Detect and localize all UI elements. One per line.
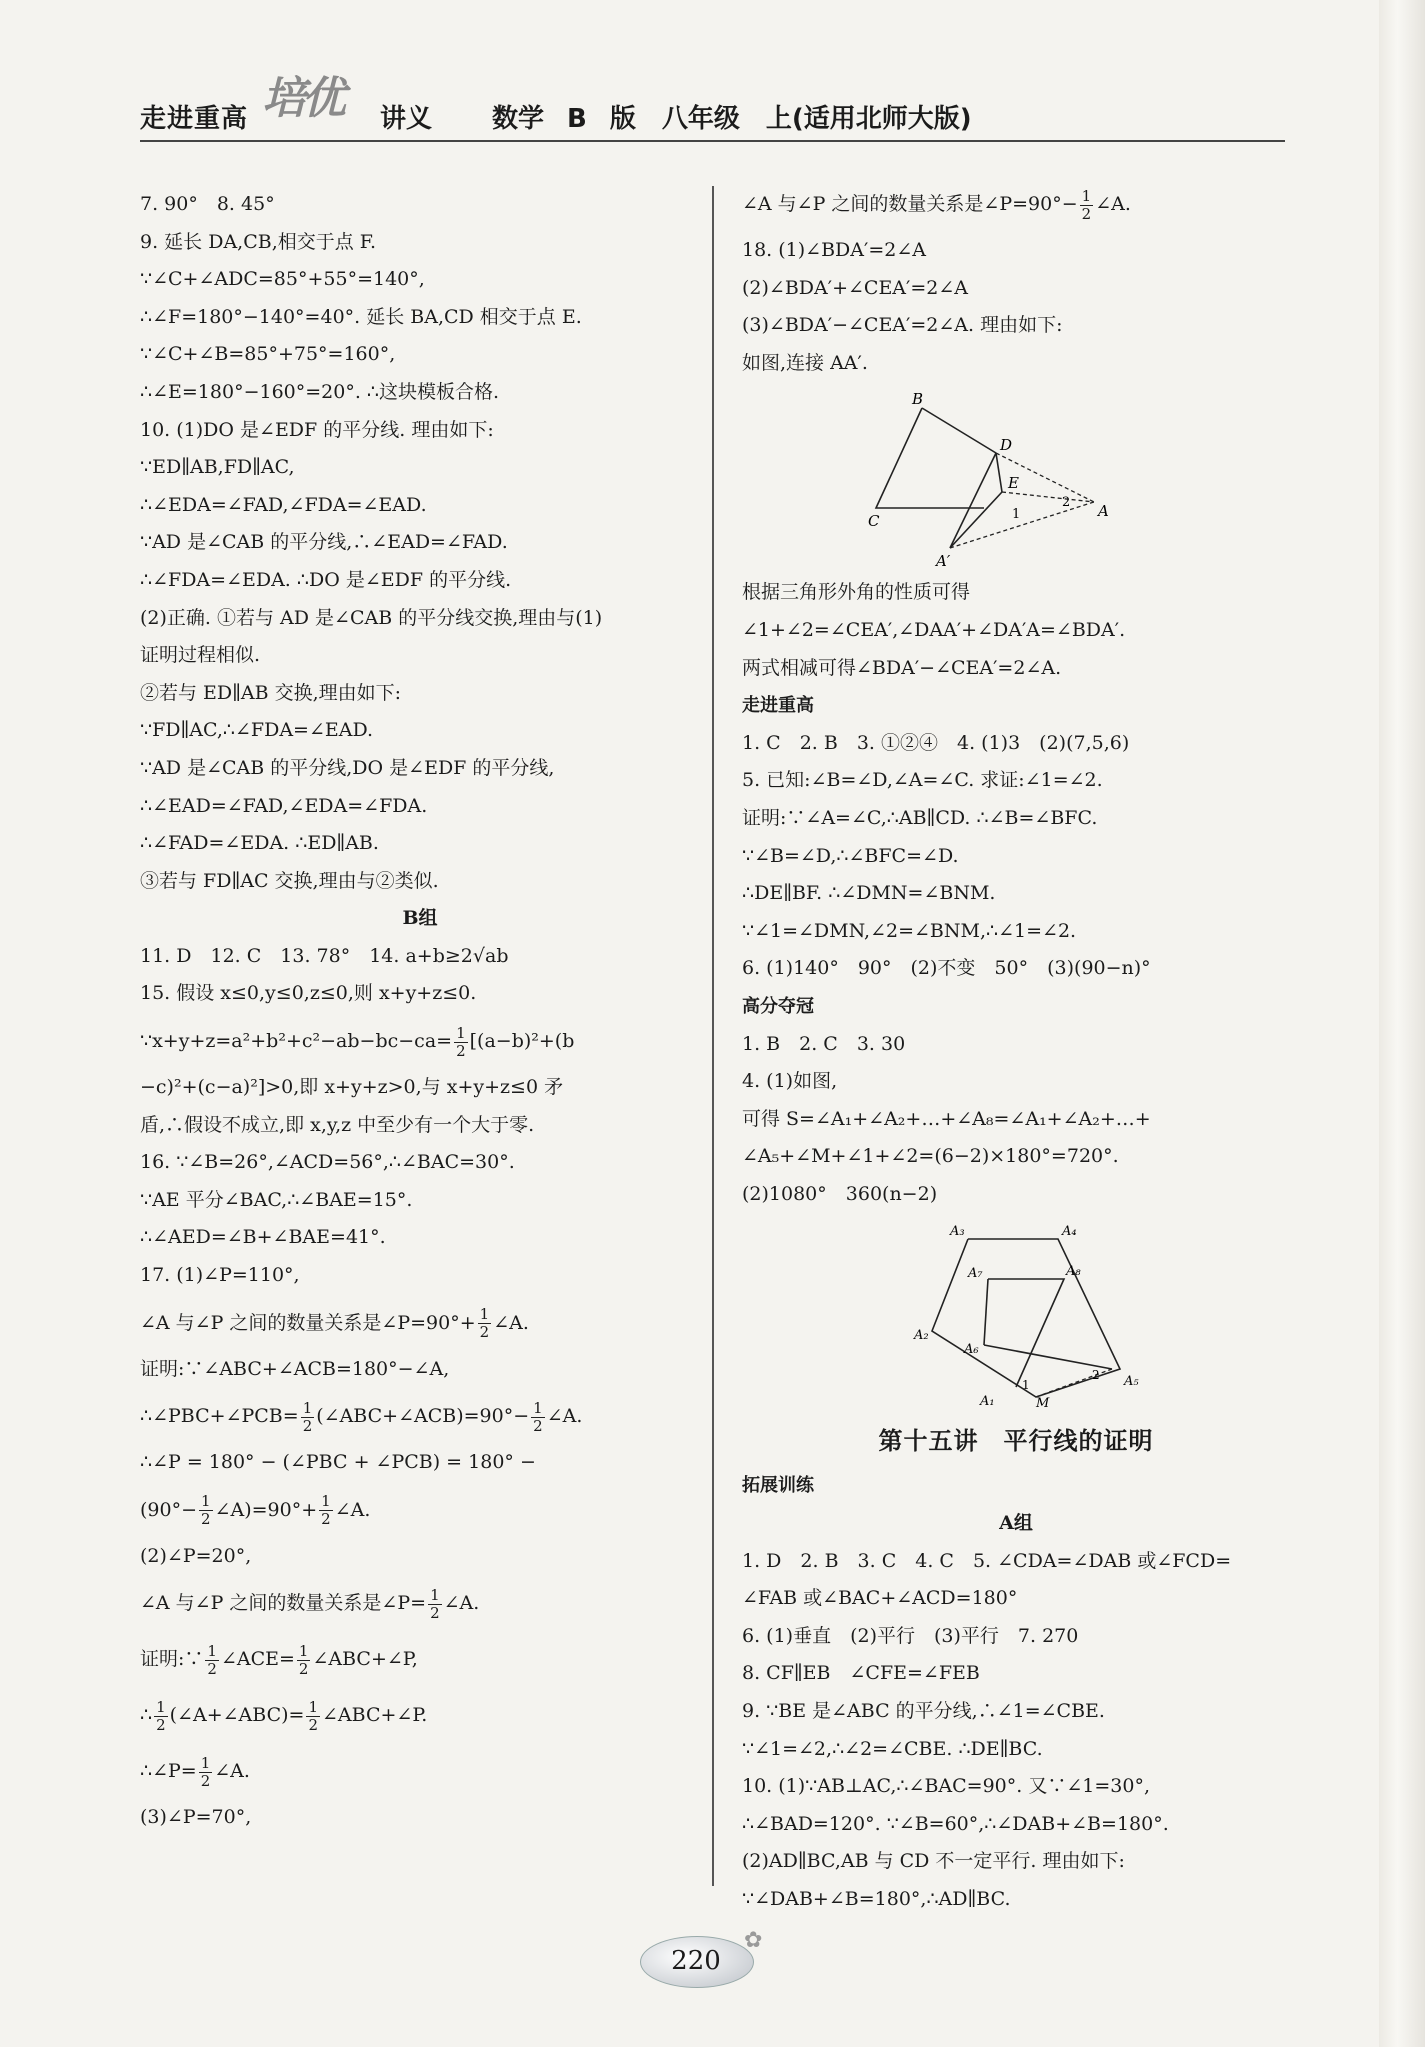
text-line: ∴∠AED=∠B+∠BAE=41°. [140,1226,386,1249]
figure-line [950,492,1002,548]
text-line [140,1743,700,1799]
fraction [154,1699,168,1734]
text-line: ∴∠EAD=∠FAD,∠EDA=∠FDA. [140,794,428,817]
figure-label: A₂ [914,1328,929,1344]
figure-label: A₄ [1062,1224,1077,1240]
text-line: ∵∠1=∠2,∴∠2=∠CBE. ∴DE∥BC. [742,1737,1043,1760]
text-line: ∴∠BAD=120°. ∵∠B=60°,∴∠DAB+∠B=180°. [742,1812,1169,1835]
column-divider [712,186,714,1886]
text-line [140,1575,700,1631]
text-span: ∠A 与∠P 之间的数量关系是∠P= [140,1592,427,1615]
fraction [301,1400,315,1435]
text-span: ∠A. [334,1498,371,1521]
text-span: (∠ABC+∠ACB)=90°− [316,1405,530,1428]
text-line: 如图,连接 AA′. [742,351,868,374]
fraction [531,1400,545,1435]
figure-18-diagram [862,388,1122,568]
text-span: ∠ABC+∠P. [322,1704,428,1727]
text-line: ∠A₅+∠M+∠1+∠2=(6−2)×180°=720°. [742,1145,1119,1168]
section-heading: 走进重高 [742,695,814,717]
fraction [319,1493,333,1528]
figure-label: A₆ [964,1342,979,1358]
text-span: ∠A. [1095,193,1131,215]
fraction-numerator: 1 [456,1023,466,1042]
text-line: (3)∠P=70°, [140,1806,252,1829]
figure-label: D [1000,436,1013,455]
figure-label: A₇ [968,1266,983,1282]
text-line: ∵AE 平分∠BAC,∴∠BAE=15°. [140,1188,413,1211]
fraction-denominator: 2 [533,1416,543,1435]
text-line: (2)∠P=20°, [140,1544,252,1567]
page-footer [640,1928,780,2000]
text-line: 17. (1)∠P=110°, [140,1264,300,1287]
flower-ornament-icon: ✿ [744,1928,763,1953]
header-series: 走进重高 [140,104,249,134]
text-span: (∠A+∠ABC)= [169,1704,305,1727]
text-span: 证明:∵ [140,1648,204,1671]
header-rule [140,140,1285,142]
text-span: ∠A 与∠P 之间的数量关系是∠P=90°− [742,193,1078,215]
fraction [1080,188,1094,223]
left-column [140,186,700,1837]
text-span: ∠A 与∠P 之间的数量关系是∠P=90°+ [140,1311,476,1334]
fraction [454,1025,468,1060]
figure-line [988,1279,1064,1387]
text-span: ∠ABC+∠P, [312,1648,418,1671]
fraction-numerator: 1 [201,1492,211,1511]
text-line: 根据三角形外角的性质可得 [742,581,971,604]
text-line: 6. (1)垂直 (2)平行 (3)平行 7. 270 [742,1624,1079,1647]
header-subject: 数学 B 版 八年级 上(适用北师大版) [492,104,972,134]
fraction-numerator: 1 [200,1753,211,1772]
fraction-denominator: 2 [308,1715,318,1734]
figure-label: A [1098,502,1109,521]
figure-line [984,1345,1112,1369]
text-line: 16. ∵∠B=26°,∠ACD=56°,∴∠BAC=30°. [140,1151,515,1174]
fraction-numerator: 1 [308,1697,318,1716]
text-line: ∵∠C+∠ADC=85°+55°=140°, [140,268,425,291]
text-span: ∠A. [546,1405,583,1428]
fraction [297,1643,311,1678]
figure-label: 2 [1092,1368,1100,1383]
text-span: ∴∠PBC+∠PCB= [140,1405,299,1428]
right-column [742,186,1290,1919]
text-line: ∵∠B=∠D,∴∠BFC=∠D. [742,844,959,867]
section-heading: 高分夺冠 [742,995,814,1017]
text-line: ∠FAB 或∠BAC+∠ACD=180° [742,1587,1018,1610]
figure-label: A₃ [950,1224,965,1240]
text-span: ∴ [140,1704,153,1727]
fraction-denominator: 2 [321,1510,331,1529]
fraction-numerator: 1 [430,1585,440,1604]
text-line: ∴∠F=180°−140°=40°. 延长 BA,CD 相交于点 E. [140,305,582,328]
text-line: 15. 假设 x≤0,y≤0,z≤0,则 x+y+z≤0. [140,982,477,1005]
text-line: −c)²+(c−a)²]>0,即 x+y+z>0,与 x+y+z≤0 矛 [140,1076,564,1099]
text-line: ∴DE∥BF. ∴∠DMN=∠BNM. [742,882,996,905]
text-line: (2)正确. ①若与 AD 是∠CAB 的平分线交换,理由与(1) [140,606,603,629]
figure-label: A′ [936,552,951,569]
figure-line [950,453,996,548]
text-line: (2)AD∥BC,AB 与 CD 不一定平行. 理由如下: [742,1850,1125,1873]
fraction [199,1755,213,1790]
fraction [199,1493,213,1528]
fraction [205,1643,219,1678]
text-line: ∵∠1=∠DMN,∠2=∠BNM,∴∠1=∠2. [742,919,1077,942]
text-line: ∴∠E=180°−160°=20°. ∴这块模板合格. [140,380,500,403]
text-line: ∴∠FDA=∠EDA. ∴DO 是∠EDF 的平分线. [140,568,512,591]
text-line: ∠1+∠2=∠CEA′,∠DAA′+∠DA′A=∠BDA′. [742,618,1126,641]
text-line: 10. (1)∵AB⊥AC,∴∠BAC=90°. 又∵∠1=30°, [742,1775,1150,1798]
page-number: 220 [671,1946,721,1976]
text-span: (90°− [140,1498,198,1521]
fraction-numerator: 1 [321,1492,331,1511]
fraction-denominator: 2 [430,1603,440,1622]
figure-label: 2 [1062,495,1071,511]
text-line: ∴∠P = 180° − (∠PBC + ∠PCB) = 180° − [140,1451,536,1474]
text-line: 可得 S=∠A₁+∠A₂+…+∠A₈=∠A₁+∠A₂+…+ [742,1107,1151,1130]
text-line: 18. (1)∠BDA′=2∠A [742,239,926,261]
figure-line [996,453,1002,492]
figure-line [876,408,984,508]
fraction-denominator: 2 [302,1416,313,1435]
text-line: ∵AD 是∠CAB 的平分线,∴∠EAD=∠FAD. [140,531,508,554]
text-line: ∵ED∥AB,FD∥AC, [140,456,295,479]
text-line: 9. 延长 DA,CB,相交于点 F. [140,230,377,253]
text-line [140,1687,700,1743]
text-line: 7. 90° 8. 45° [140,193,275,215]
figure-label: A₁ [980,1394,995,1410]
fraction-denominator: 2 [479,1323,490,1342]
text-line: 1. B 2. C 3. 30 [742,1032,906,1055]
text-span: ∠A. [214,1760,250,1783]
fraction-numerator: 1 [207,1641,217,1660]
text-line: 1. D 2. B 3. C 4. C 5. ∠CDA=∠DAB 或∠FCD= [742,1549,1232,1572]
lecture-title: 第十五讲 平行线的证明 [878,1427,1154,1456]
figure-label: M [1036,1396,1050,1410]
section-heading: 拓展训练 [742,1475,814,1497]
section-heading-a: A组 [999,1512,1033,1535]
fraction-denominator: 2 [456,1041,466,1060]
text-line: 证明过程相似. [140,644,261,667]
text-line: ∴∠EDA=∠FAD,∠FDA=∠EAD. [140,493,427,516]
text-line: ∴∠FAD=∠EDA. ∴ED∥AB. [140,832,379,855]
figure-4-polygon-diagram [912,1219,1172,1409]
text-span: ∴∠P= [140,1760,197,1783]
text-span: ∠ACE= [220,1648,295,1671]
figure-dashed-line [1002,492,1094,502]
text-line [140,1295,700,1351]
text-line [140,1013,700,1069]
fraction-numerator: 1 [1081,186,1092,205]
figure-label: 1 [1012,507,1021,523]
text-span: ∠A. [493,1311,529,1334]
text-line: 证明:∵∠A=∠C,∴AB∥CD. ∴∠B=∠BFC. [742,806,1098,829]
header-suffix: 讲义 [380,104,433,134]
fraction-denominator: 2 [156,1715,166,1734]
text-span: ∠A)=90°+ [214,1498,318,1521]
figure-line [922,408,996,453]
fraction-numerator: 1 [302,1398,313,1417]
text-line: (2)∠BDA′+∠CEA′=2∠A [742,276,968,299]
text-line: ∵AD 是∠CAB 的平分线,DO 是∠EDF 的平分线, [140,756,555,779]
text-line: 10. (1)DO 是∠EDF 的平分线. 理由如下: [140,418,494,441]
page-edge [1379,0,1425,2047]
fraction [478,1306,492,1341]
text-line: ∵∠C+∠B=85°+75°=160°, [140,343,396,366]
fraction [428,1587,442,1622]
text-line: 证明:∵∠ABC+∠ACB=180°−∠A, [140,1357,450,1380]
text-line: 5. 已知:∠B=∠D,∠A=∠C. 求证:∠1=∠2. [742,769,1103,792]
fraction-denominator: 2 [207,1659,217,1678]
text-line: 盾,∴假设不成立,即 x,y,z 中至少有一个大于零. [140,1113,535,1136]
figure-line [984,1279,988,1345]
text-span: ∵x+y+z=a²+b²+c²−ab−bc−ca= [140,1030,453,1053]
figure-label: 1 [1022,1378,1030,1393]
fraction-denominator: 2 [201,1510,211,1529]
figure-label: C [868,512,880,531]
figure-label: E [1008,474,1019,493]
section-heading-b: B组 [402,907,438,930]
text-line: ∵FD∥AC,∴∠FDA=∠EAD. [140,719,374,742]
text-line: (3)∠BDA′−∠CEA′=2∠A. 理由如下: [742,314,1063,337]
text-line: 4. (1)如图, [742,1070,838,1093]
text-line: ②若与 ED∥AB 交换,理由如下: [140,681,402,704]
fraction [306,1699,320,1734]
text-line: 两式相减可得∠BDA′−∠CEA′=2∠A. [742,656,1062,679]
figure-label: A₅ [1124,1374,1139,1390]
figure-label: A₈ [1066,1264,1081,1280]
figure-label: B [912,390,924,409]
text-line: ∵∠DAB+∠B=180°,∴AD∥BC. [742,1888,1011,1910]
fraction-denominator: 2 [1081,204,1092,223]
fraction-numerator: 1 [298,1641,309,1660]
text-line: ③若与 FD∥AC 交换,理由与②类似. [140,869,439,892]
text-line: 6. (1)140° 90° (2)不变 50° (3)(90−n)° [742,957,1151,980]
fraction-denominator: 2 [298,1659,309,1678]
fraction-numerator: 1 [156,1697,166,1716]
header-brand-logo: 培优 [262,73,342,124]
text-line: 9. ∵BE 是∠ABC 的平分线,∴∠1=∠CBE. [742,1700,1105,1723]
fraction-numerator: 1 [533,1398,543,1417]
fraction-denominator: 2 [200,1771,211,1790]
text-line [140,1482,700,1538]
running-header [140,62,1040,132]
text-line [140,1388,700,1444]
text-line [742,176,1290,232]
text-line: (2)1080° 360(n−2) [742,1182,938,1205]
fraction-numerator: 1 [479,1305,490,1324]
text-line: 8. CF∥EB ∠CFE=∠FEB [742,1662,980,1685]
text-line: 1. C 2. B 3. ①②④ 4. (1)3 (2)(7,5,6) [742,731,1130,754]
text-line [140,1631,700,1687]
text-span: ∠A. [443,1592,480,1615]
text-line: 11. D 12. C 13. 78° 14. a+b≥2√ab [140,944,509,967]
text-span: [(a−b)²+(b [469,1030,575,1053]
